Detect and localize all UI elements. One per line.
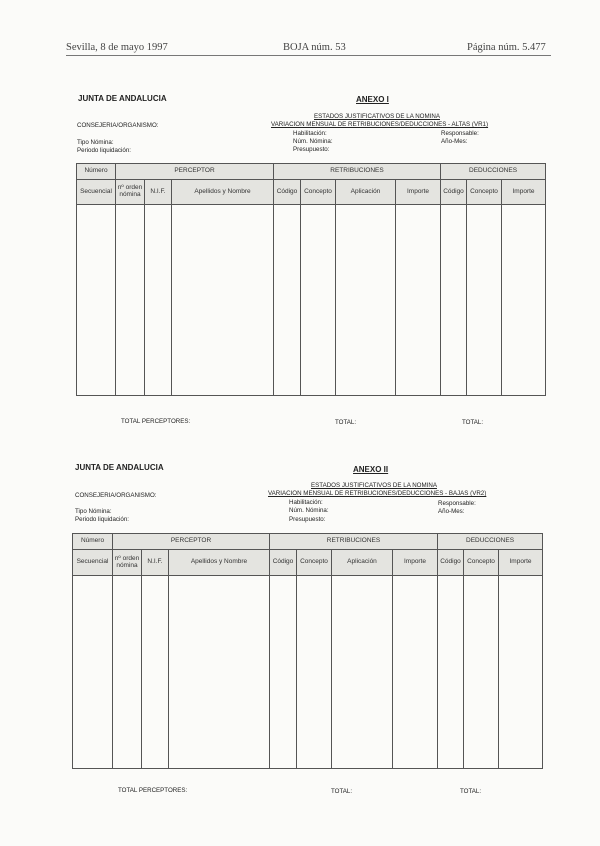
organization-name: JUNTA DE ANDALUCIA: [78, 94, 167, 103]
table-body-row: [73, 576, 543, 769]
header-date: Sevilla, 8 de mayo 1997: [66, 42, 168, 53]
col-ded-codigo: Código: [441, 180, 467, 205]
num-nomina-label: Núm. Nómina:: [289, 507, 329, 514]
form-subtitle: VARIACION MENSUAL DE RETRIBUCIONES/DEDUCCIONES - ALTAS (VR1): [271, 121, 489, 128]
group-numero: Número: [77, 164, 116, 180]
responsable-label: Responsable:: [438, 500, 476, 507]
anio-mes-label: Año-Mes:: [438, 508, 465, 515]
presupuesto-label: Presupuesto:: [293, 146, 330, 153]
form-title: ESTADOS JUSTIFICATIVOS DE LA NOMINA: [311, 482, 437, 489]
anio-mes-label: Año-Mes:: [441, 138, 468, 145]
col-secuencial: Secuencial: [73, 550, 113, 576]
anexo-title: ANEXO II: [353, 465, 389, 474]
group-numero: Número: [73, 534, 113, 550]
group-perceptor: PERCEPTOR: [113, 534, 270, 550]
col-ret-codigo: Código: [274, 180, 301, 205]
form-title: ESTADOS JUSTIFICATIVOS DE LA NOMINA: [314, 113, 440, 120]
col-ded-importe: Importe: [502, 180, 546, 205]
total-deducciones-label: TOTAL:: [460, 788, 482, 795]
group-retribuciones: RETRIBUCIONES: [270, 534, 438, 550]
col-ret-importe: Importe: [396, 180, 441, 205]
col-ret-codigo: Código: [270, 550, 297, 576]
col-orden-nomina: nº orden nómina: [116, 180, 145, 205]
col-nif: N.I.F.: [142, 550, 169, 576]
table-body-row: [77, 205, 546, 396]
header-page-number: Página núm. 5.477: [467, 42, 546, 53]
header-bulletin: BOJA núm. 53: [283, 42, 346, 53]
group-retribuciones: RETRIBUCIONES: [274, 164, 441, 180]
col-ded-codigo: Código: [438, 550, 464, 576]
col-secuencial: Secuencial: [77, 180, 116, 205]
responsable-label: Responsable:: [441, 130, 479, 137]
col-ret-aplicacion: Aplicación: [336, 180, 396, 205]
form-subtitle: VARIACION MENSUAL DE RETRIBUCIONES/DEDUCCIONES - BAJAS (VR2): [268, 490, 487, 497]
total-deducciones-label: TOTAL:: [462, 419, 484, 426]
group-deducciones: DEDUCCIONES: [441, 164, 546, 180]
col-ret-importe: Importe: [393, 550, 438, 576]
presupuesto-label: Presupuesto:: [289, 516, 326, 523]
col-apellidos-nombre: Apellidos y Nombre: [172, 180, 274, 205]
col-nif: N.I.F.: [145, 180, 172, 205]
col-ret-concepto: Concepto: [297, 550, 332, 576]
periodo-label: Periodo liquidación:: [77, 147, 132, 154]
anexo-title: ANEXO I: [356, 95, 389, 104]
col-ret-concepto: Concepto: [301, 180, 336, 205]
total-perceptores-label: TOTAL PERCEPTORES:: [118, 787, 188, 794]
tipo-nomina-label: Tipo Nómina:: [77, 139, 114, 146]
col-ded-importe: Importe: [499, 550, 543, 576]
group-perceptor: PERCEPTOR: [116, 164, 274, 180]
organization-name: JUNTA DE ANDALUCIA: [75, 463, 164, 472]
header-rule: [66, 55, 551, 56]
col-apellidos-nombre: Apellidos y Nombre: [169, 550, 270, 576]
col-ret-aplicacion: Aplicación: [332, 550, 393, 576]
payroll-table: [72, 533, 543, 769]
consejeria-label: CONSEJERIA/ORGANISMO:: [77, 122, 159, 129]
total-retribuciones-label: TOTAL:: [335, 419, 357, 426]
total-perceptores-label: TOTAL PERCEPTORES:: [121, 418, 191, 425]
group-deducciones: DEDUCCIONES: [438, 534, 543, 550]
num-nomina-label: Núm. Nómina:: [293, 138, 333, 145]
payroll-table: [76, 163, 546, 396]
periodo-label: Periodo liquidación:: [75, 516, 130, 523]
col-ded-concepto: Concepto: [467, 180, 502, 205]
habilitacion-label: Habilitación:: [293, 130, 327, 137]
tipo-nomina-label: Tipo Nómina:: [75, 508, 112, 515]
consejeria-label: CONSEJERIA/ORGANISMO:: [75, 492, 157, 499]
col-orden-nomina: nº orden nómina: [113, 550, 142, 576]
col-ded-concepto: Concepto: [464, 550, 499, 576]
total-retribuciones-label: TOTAL:: [331, 788, 353, 795]
habilitacion-label: Habilitación:: [289, 499, 323, 506]
